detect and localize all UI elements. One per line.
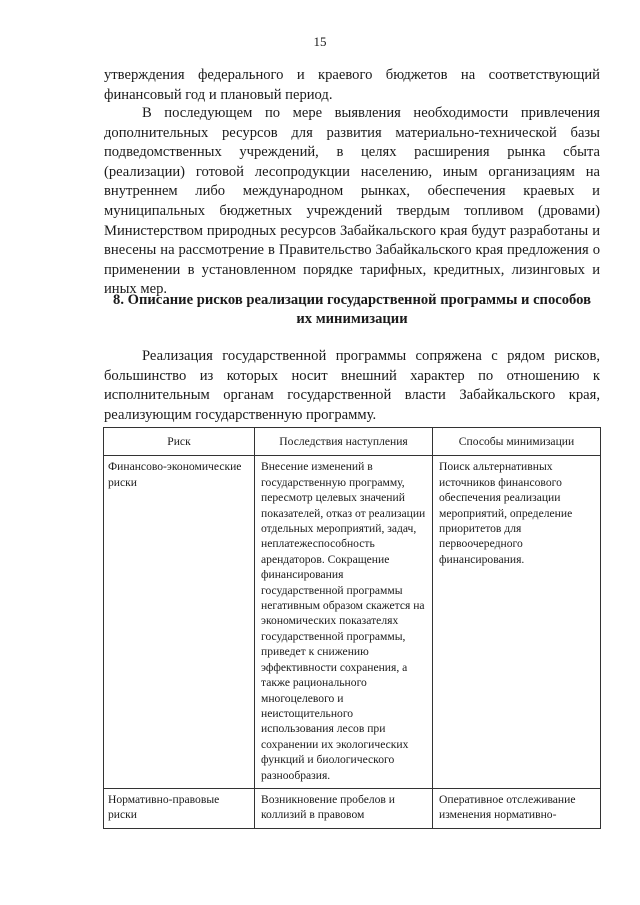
table-row — [104, 456, 601, 789]
paragraph-continuation: утверждения федерального и краевого бюджетов на соответствующий финансовый год и плановый период. — [104, 67, 600, 103]
header-risk: Риск — [104, 428, 255, 456]
table-header-row — [104, 428, 601, 456]
section-heading — [104, 291, 600, 329]
consequences-cell: Внесение изменений в государственную программу, пересмотр целевых значений показателей, отказ от реализации отдельных мероприятий, задач, неплатежеспособность арендаторов. Сокращение финансирования государственной программы негативным образом скажется на экономических показателях государственной программы, приведет к снижению эффективности сохранения, а также рационального многоцелевого и неистощительного использования лесов при сохранении их экологических функций и биологического разнообразия. — [255, 456, 433, 789]
risk-cell: Финансово-экономические риски — [104, 456, 255, 789]
header-consequences: Последствия наступления — [255, 428, 433, 456]
paragraph-additional-resources: В последующем по мере выявления необходимости привлечения дополнительных ресурсов для развития материально-технической базы подведомственных учреждений, в целях расширения рынка сбыта (реализации) готовой лесопродукции населению, иным организациям на внутреннем либо международном рынках, обеспечения краевых и муниципальных бюджетных учреждений твердым топливом (дровами) Министерством природных ресурсов Забайкальского края будут разработаны и внесены на рассмотрение в Правительство Забайкальского края предложения о применении в установленном порядке тарифных, кредитных, лизинговых и иных мер. — [104, 105, 600, 298]
consequences-cell: Возникновение пробелов и коллизий в правовом — [255, 788, 433, 828]
header-mitigation: Способы минимизации — [433, 428, 601, 456]
mitigation-cell: Поиск альтернативных источников финансового обеспечения реализации мероприятий, определение приоритетов для первоочередного финансирования. — [433, 456, 601, 789]
mitigation-cell: Оперативное отслеживание изменения нормативно- — [433, 788, 601, 828]
page-number: 15 — [313, 34, 327, 49]
section-heading-line-1: 8. Описание рисков реализации государственной программы и способов — [113, 292, 591, 308]
risks-table — [103, 427, 601, 829]
table-row — [104, 788, 601, 828]
paragraph-risks-intro: Реализация государственной программы сопряжена с рядом рисков, большинство из которых носит внешний характер по отношению к исполнительным органам государственной власти Забайкальского края, реализующим государственную программу. — [104, 348, 600, 423]
risk-cell: Нормативно-правовые риски — [104, 788, 255, 828]
section-heading-line-2: их минимизации — [296, 311, 408, 327]
